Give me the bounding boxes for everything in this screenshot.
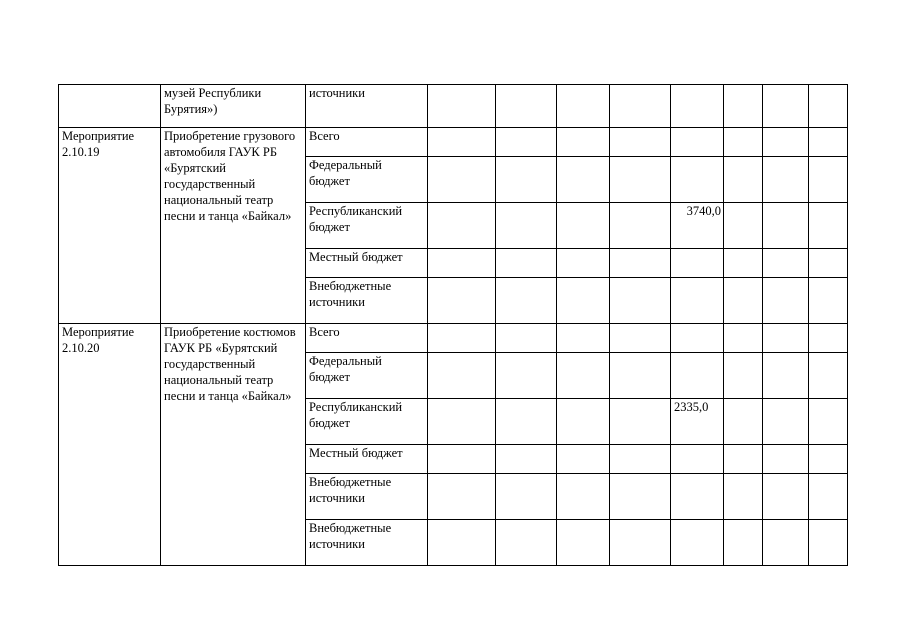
- value-cell: [428, 128, 496, 157]
- funding-source-cell: Федеральный бюджет: [306, 353, 428, 399]
- value-cell: [809, 278, 848, 324]
- value-cell: [809, 399, 848, 445]
- value-cell: [763, 128, 809, 157]
- value-cell: [809, 249, 848, 278]
- funding-source-cell: Внебюджетные источники: [306, 520, 428, 566]
- value-cell: [763, 474, 809, 520]
- value-cell: [671, 157, 724, 203]
- value-cell: [671, 353, 724, 399]
- value-cell: [428, 353, 496, 399]
- value-cell: [724, 399, 763, 445]
- value-cell: [557, 278, 610, 324]
- value-cell: [763, 249, 809, 278]
- value-cell: [496, 520, 557, 566]
- value-cell: [557, 399, 610, 445]
- value-cell: [763, 324, 809, 353]
- value-cell: [428, 203, 496, 249]
- value-cell: [763, 399, 809, 445]
- value-cell: [610, 85, 671, 128]
- value-cell: [610, 474, 671, 520]
- value-cell: [557, 474, 610, 520]
- value-cell: [428, 324, 496, 353]
- value-cell: [610, 324, 671, 353]
- value-cell: [809, 157, 848, 203]
- value-cell: [428, 157, 496, 203]
- value-cell: [428, 249, 496, 278]
- value-cell: [610, 445, 671, 474]
- event-name-cell: Приобретение грузового автомобиля ГАУК РБ «Бурятский государственный национальный театр песни и танца «Байкал»: [161, 128, 306, 324]
- funding-source-cell: Всего: [306, 128, 428, 157]
- value-cell: [724, 353, 763, 399]
- value-cell: [724, 128, 763, 157]
- value-cell: [496, 474, 557, 520]
- value-cell: [428, 445, 496, 474]
- event-id-cell: Мероприятие 2.10.19: [59, 128, 161, 324]
- value-cell: [428, 278, 496, 324]
- value-cell: [610, 399, 671, 445]
- value-cell: [610, 249, 671, 278]
- value-cell: [671, 278, 724, 324]
- value-cell: [724, 157, 763, 203]
- event-id-cell: [59, 85, 161, 128]
- value-cell: [671, 445, 724, 474]
- value-cell: [671, 85, 724, 128]
- value-cell: [671, 474, 724, 520]
- value-cell: [557, 128, 610, 157]
- value-cell: [809, 353, 848, 399]
- value-cell: [557, 353, 610, 399]
- value-cell: [724, 474, 763, 520]
- value-cell: [671, 324, 724, 353]
- value-cell: [428, 399, 496, 445]
- funding-source-cell: Всего: [306, 324, 428, 353]
- value-cell: [557, 520, 610, 566]
- value-cell: [428, 520, 496, 566]
- value-cell: [809, 324, 848, 353]
- value-cell: [763, 445, 809, 474]
- value-cell: [496, 128, 557, 157]
- value-cell: [610, 157, 671, 203]
- value-cell: [724, 85, 763, 128]
- value-cell: [496, 324, 557, 353]
- value-cell: [557, 203, 610, 249]
- value-cell: [428, 85, 496, 128]
- value-cell: [671, 128, 724, 157]
- value-cell: [763, 278, 809, 324]
- value-cell: [496, 399, 557, 445]
- funding-source-cell: Федеральный бюджет: [306, 157, 428, 203]
- funding-source-cell: источники: [306, 85, 428, 128]
- value-cell: [763, 353, 809, 399]
- funding-source-cell: Республиканский бюджет: [306, 203, 428, 249]
- value-cell: [557, 324, 610, 353]
- value-cell: [763, 520, 809, 566]
- value-cell: [496, 445, 557, 474]
- value-cell: [557, 157, 610, 203]
- funding-source-cell: Внебюджетные источники: [306, 474, 428, 520]
- value-cell: [557, 249, 610, 278]
- value-cell: [809, 85, 848, 128]
- value-cell: [610, 520, 671, 566]
- value-cell: [724, 324, 763, 353]
- funding-source-cell: Местный бюджет: [306, 249, 428, 278]
- event-id-cell: Мероприятие 2.10.20: [59, 324, 161, 566]
- value-cell: [724, 445, 763, 474]
- value-cell: [809, 474, 848, 520]
- value-cell: [809, 128, 848, 157]
- value-cell: [809, 520, 848, 566]
- value-cell: [724, 203, 763, 249]
- value-cell: [428, 474, 496, 520]
- value-cell: [610, 278, 671, 324]
- value-cell: [557, 445, 610, 474]
- funding-source-cell: Местный бюджет: [306, 445, 428, 474]
- value-cell-amount: 3740,0: [671, 203, 724, 249]
- value-cell: [724, 278, 763, 324]
- value-cell: [763, 85, 809, 128]
- budget-table: [58, 84, 848, 566]
- value-cell: [763, 157, 809, 203]
- value-cell: [496, 157, 557, 203]
- value-cell: [809, 445, 848, 474]
- value-cell: [724, 520, 763, 566]
- value-cell: [763, 203, 809, 249]
- value-cell-amount: 2335,0: [671, 399, 724, 445]
- funding-source-cell: Внебюджетные источники: [306, 278, 428, 324]
- value-cell: [496, 249, 557, 278]
- table-row: [59, 85, 848, 128]
- value-cell: [496, 203, 557, 249]
- value-cell: [496, 85, 557, 128]
- event-name-cell: Приобретение костюмов ГАУК РБ «Бурятский государственный национальный театр песни и танца «Байкал»: [161, 324, 306, 566]
- value-cell: [610, 203, 671, 249]
- table-row: [59, 324, 848, 353]
- table-row: [59, 128, 848, 157]
- value-cell: [610, 128, 671, 157]
- value-cell: [496, 278, 557, 324]
- value-cell: [557, 85, 610, 128]
- value-cell: [671, 249, 724, 278]
- value-cell: [671, 520, 724, 566]
- value-cell: [724, 249, 763, 278]
- value-cell: [496, 353, 557, 399]
- value-cell: [610, 353, 671, 399]
- funding-source-cell: Республиканский бюджет: [306, 399, 428, 445]
- event-name-cell: музей Республики Бурятия»): [161, 85, 306, 128]
- value-cell: [809, 203, 848, 249]
